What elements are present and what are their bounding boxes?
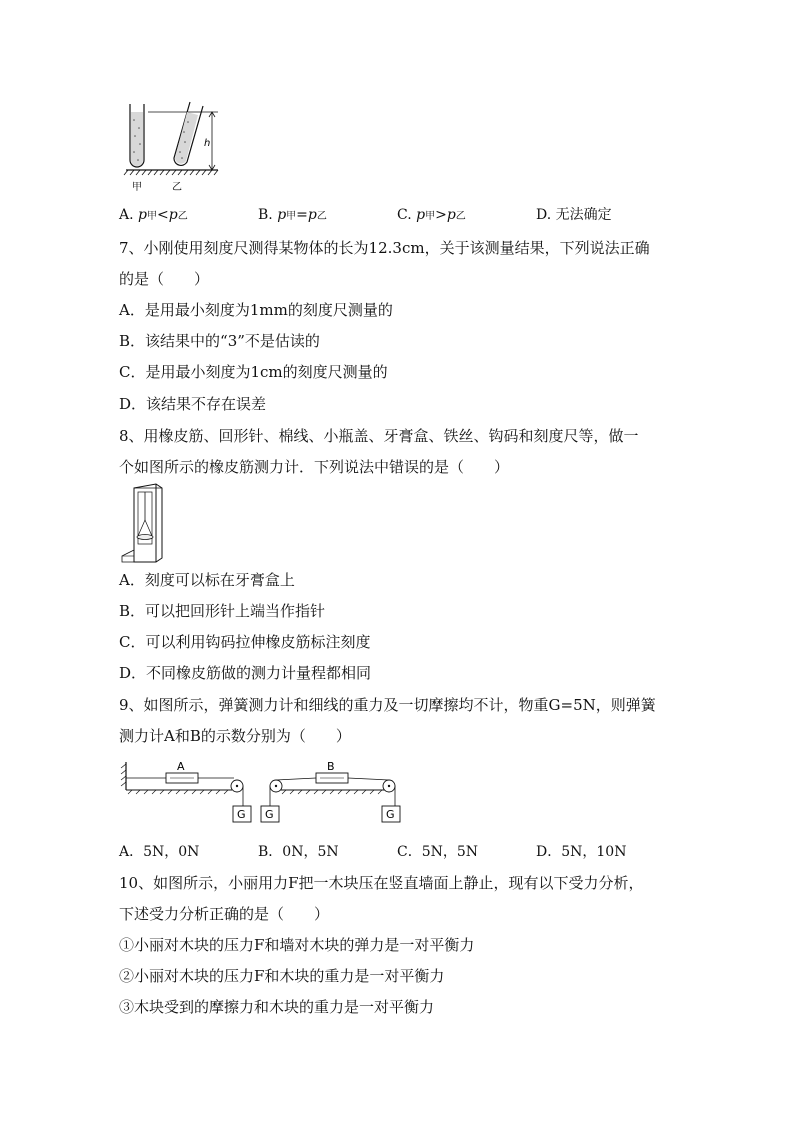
q10-stem-line2: 下述受力分析正确的是（ ） [119, 905, 330, 923]
tube-label-left: 甲 [132, 182, 142, 193]
height-label: h [204, 138, 211, 149]
weight-g2-label: G [265, 808, 274, 821]
q8-option-c[interactable]: C．可以利用钩码拉伸橡皮筋标注刻度 [119, 633, 371, 651]
q9-option-b[interactable]: B．0N，5N [258, 844, 339, 860]
q9-option-c[interactable]: C．5N，5N [397, 844, 479, 860]
q6-option-b[interactable]: B. p甲=p乙 [258, 207, 327, 223]
q7-stem-line2: 的是（ ） [119, 270, 210, 288]
q9-option-d[interactable]: D．5N，10N [536, 844, 627, 860]
q10-statement-3: ③木块受到的摩擦力和木块的重力是一对平衡力 [119, 998, 435, 1016]
q8-rubber-band-dynamometer-figure [118, 480, 178, 565]
q7-stem-line1: 7、小刚使用刻度尺测得某物体的长为12.3cm，关于该测量结果，下列说法正确 [119, 239, 650, 257]
q7-option-d[interactable]: D．该结果不存在误差 [119, 395, 267, 413]
q6-option-d[interactable]: D. 无法确定 [536, 207, 612, 223]
q8-option-a[interactable]: A．刻度可以标在牙膏盒上 [119, 571, 295, 589]
q7-option-b[interactable]: B．该结果中的“3”不是估读的 [119, 332, 320, 350]
q6-test-tube-figure [118, 100, 228, 195]
q7-option-a[interactable]: A．是用最小刻度为1mm的刻度尺测量的 [119, 301, 393, 319]
q8-stem-line2: 个如图所示的橡皮筋测力计．下列说法中错误的是（ ） [119, 458, 510, 476]
q10-statement-1: ①小丽对木块的压力F和墙对木块的弹力是一对平衡力 [119, 936, 475, 954]
tube-label-right: 乙 [172, 182, 182, 193]
q10-statement-2: ②小丽对木块的压力F和木块的重力是一对平衡力 [119, 967, 445, 985]
q9-stem-line1: 9、如图所示，弹簧测力计和细线的重力及一切摩擦均不计，物重G=5N，则弹簧 [119, 696, 656, 714]
q6-option-a[interactable]: A. p甲<p乙 [119, 207, 188, 223]
scale-b-label: B [327, 760, 335, 773]
q8-stem-line1: 8、用橡皮筋、回形针、棉线、小瓶盖、牙膏盒、铁丝、钩码和刻度尺等，做一 [119, 427, 639, 445]
weight-g3-label: G [386, 808, 395, 821]
q7-option-c[interactable]: C．是用最小刻度为1cm的刻度尺测量的 [119, 363, 388, 381]
q10-stem-line1: 10、如图所示，小丽用力F把一木块压在竖直墙面上静止，现有以下受力分析， [119, 874, 644, 892]
q9-option-a[interactable]: A．5N，0N [119, 844, 200, 860]
q6-option-c[interactable]: C. p甲>p乙 [397, 207, 466, 223]
weight-g1-label: G [237, 808, 246, 821]
scale-a-label: A [177, 760, 185, 773]
q9-stem-line2: 测力计A和B的示数分别为（ ） [119, 727, 351, 745]
q8-option-d[interactable]: D．不同橡皮筋做的测力计量程都相同 [119, 664, 372, 682]
q9-spring-scale-figure [120, 758, 410, 830]
q8-option-b[interactable]: B．可以把回形针上端当作指针 [119, 602, 326, 620]
